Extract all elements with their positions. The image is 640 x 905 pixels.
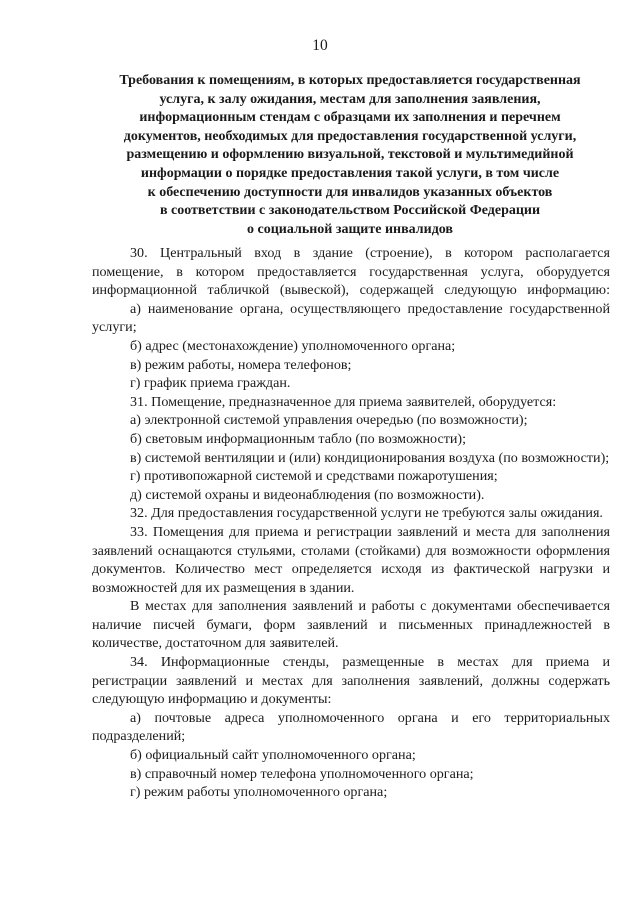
- heading-line: информации о порядке предоставления такой услуги, в том числе: [140, 165, 560, 181]
- heading-line: размещению и оформлению визуальной, текстовой и мультимедийной: [126, 147, 574, 163]
- heading-line: Требования к помещениям, в которых предоставляется государственная: [119, 73, 581, 88]
- paragraph-34: 34. Информационные стенды, размещенные в местах для приема и регистрации заявлений и местах для заполнения заявлений, должны содержать следующую информацию и документы:: [92, 654, 610, 708]
- list-item: а) наименование органа, осуществляющего предоставление государственной услуги;: [92, 300, 610, 336]
- heading-line: о социальной защите инвалидов: [247, 221, 453, 237]
- paragraph-30: 30. Центральный вход в здание (строение), в котором располагается помещение, в котором предоставляется государственная услуга, оборудуется информационной табличкой (вывеской), содержащей следующую информацию:: [92, 245, 610, 299]
- page-number: 10: [312, 37, 328, 54]
- paragraph-31: 31. Помещение, предназначенное для приема заявителей, оборудуется:: [130, 393, 557, 410]
- list-item: б) официальный сайт уполномоченного органа;: [130, 747, 416, 764]
- list-item: в) справочный номер телефона уполномоченного органа;: [130, 765, 474, 782]
- section-heading: [80, 72, 620, 239]
- list-item: г) график приема граждан.: [130, 375, 291, 392]
- heading-line: информационным стендам с образцами их заполнения и перечнем: [139, 110, 561, 126]
- list-item: а) почтовые адреса уполномоченного органа и его территориальных подразделений;: [92, 709, 610, 745]
- list-item: в) режим работы, номера телефонов;: [130, 356, 352, 373]
- heading-line: в соответствии с законодательством Российской Федерации: [159, 203, 541, 219]
- list-item: д) системой охраны и видеонаблюдения (по возможности).: [130, 486, 485, 503]
- list-item: в) системой вентиляции и (или) кондиционирования воздуха (по возможности);: [130, 449, 610, 466]
- paragraph: В местах для заполнения заявлений и работы с документами обеспечивается наличие писчей бумаги, форм заявлений и письменных принадлежностей в количестве, достаточном для заявителей.: [92, 598, 610, 652]
- heading-line: документов, необходимых для предоставления государственной услуги,: [123, 128, 577, 144]
- list-item: г) режим работы уполномоченного органа;: [130, 784, 388, 801]
- list-item: б) адрес (местонахождение) уполномоченного органа;: [130, 337, 456, 354]
- list-item: г) противопожарной системой и средствами пожаротушения;: [130, 468, 498, 485]
- list-item: б) световым информационным табло (по возможности);: [130, 430, 467, 447]
- paragraph-32: 32. Для предоставления государственной услуги не требуются залы ожидания.: [130, 505, 603, 522]
- list-item: а) электронной системой управления очередью (по возможности);: [130, 412, 528, 429]
- heading-line: услуга, к залу ожидания, местам для заполнения заявления,: [159, 91, 541, 107]
- paragraph-33: 33. Помещения для приема и регистрации заявлений и места для заполнения заявлений оснащаются стульями, столами (стойками) для возможности оформления документов. Количество мест определяется исходя из фактической нагрузки и возможностей для их размещения в здании.: [92, 523, 610, 596]
- document-body: [92, 244, 610, 802]
- heading-line: к обеспечению доступности для инвалидов указанных объектов: [147, 184, 553, 200]
